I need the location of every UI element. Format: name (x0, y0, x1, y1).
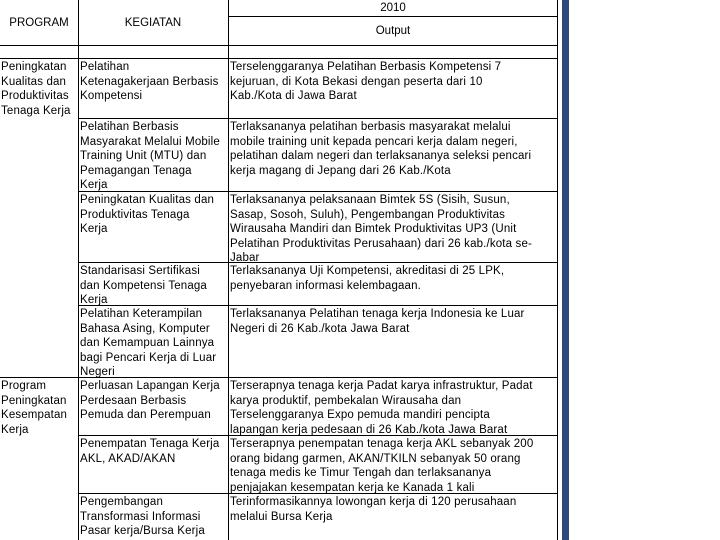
header-year: 2010 (380, 2, 406, 14)
table-border (228, 16, 558, 17)
output-cell: Terinformasikannya lowongan kerja di 120 perusahaan melalui Bursa Kerja (230, 496, 517, 523)
table-border (0, 45, 558, 46)
table-border (78, 0, 79, 540)
kegiatan-cell: Pelatihan Ketenagakerjaan Berbasis Kompetensi (80, 61, 219, 103)
output-cell: Terlaksananya Pelatihan tenaga kerja Indonesia ke Luar Negeri di 26 Kab./kota Jawa Barat (230, 308, 525, 335)
program-cell: Peningkatan Kualitas dan Produktivitas Tenaga Kerja (1, 61, 71, 117)
output-cell: Terserapnya penempatan tenaga kerja AKL sebanyak 200 orang bidang garmen, AKAN/TKILN sebanyak 50 orang tenaga medis ke Timur Tengah dan terlaksananya penjajakan kesempatan kerja ke Kanada 1 kali (230, 438, 534, 494)
kegiatan-cell: Standarisasi Sertifikasi dan Kompetensi Tenaga Kerja (80, 265, 207, 307)
kegiatan-cell: Perluasan Lapangan Kerja Perdesaan Berbasis Pemuda dan Perempuan (80, 380, 220, 422)
table-border (0, 58, 558, 59)
table-border (78, 118, 558, 119)
output-cell: Terselenggaranya Pelatihan Berbasis Kompetensi 7 kejuruan, di Kota Bekasi dengan peserta dari 10 Kab./Kota di Jawa Barat (230, 61, 502, 103)
output-cell: Terlaksananya Uji Kompetensi, akreditasi di 25 LPK, penyebaran informasi kelembagaan. (230, 265, 505, 292)
table-border (557, 0, 558, 540)
header-program: PROGRAM (9, 17, 69, 29)
header-kegiatan: KEGIATAN (124, 17, 182, 29)
table-border (228, 0, 229, 540)
kegiatan-cell: Pengembangan Transformasi Informasi Pasar kerja/Bursa Kerja (80, 496, 205, 538)
kegiatan-cell: Peningkatan Kualitas dan Produktivitas Tenaga Kerja (80, 194, 215, 236)
kegiatan-cell: Penempatan Tenaga Kerja AKL, AKAD/AKAN (80, 438, 220, 465)
output-cell: Terlaksananya pelatihan berbasis masyarakat melalui mobile training unit kepada pencari kerja dalam negeri, pelatihan dalam negeri dan terlaksananya seleksi pencari kerja magang di Jepang dari 26 Kab./Kota (230, 121, 532, 177)
header-output: Output (375, 25, 411, 37)
right-accent-bar (562, 0, 569, 540)
output-cell: Terserapnya tenaga kerja Padat karya infrastruktur, Padat karya produktif, pembekalan Wirausaha dan Terselenggaranya Expo pemuda mandiri pencipta lapangan kerja pedesaan di 26 Kab./kota Jawa Barat (230, 380, 533, 436)
program-cell: Program Peningkatan Kesempatan Kerja (1, 380, 68, 436)
kegiatan-cell: Pelatihan Keterampilan Bahasa Asing, Komputer dan Kemampuan Lainnya bagi Pencari Kerja di Luar Negeri (80, 308, 217, 379)
kegiatan-cell: Pelatihan Berbasis Masyarakat Melalui Mobile Training Unit (MTU) dan Pemagangan Tenaga Kerja (80, 121, 220, 192)
output-cell: Terlaksananya pelaksanaan Bimtek 5S (Sisih, Susun, Sasap, Sosoh, Suluh), Pengembangan Produktivitas Wirausaha Mandiri dan Bimtek Produktivitas UP3 (Unit Pelatihan Produktivitas Perusahaan) dari 26 kab./kota se- Jabar (230, 194, 532, 265)
